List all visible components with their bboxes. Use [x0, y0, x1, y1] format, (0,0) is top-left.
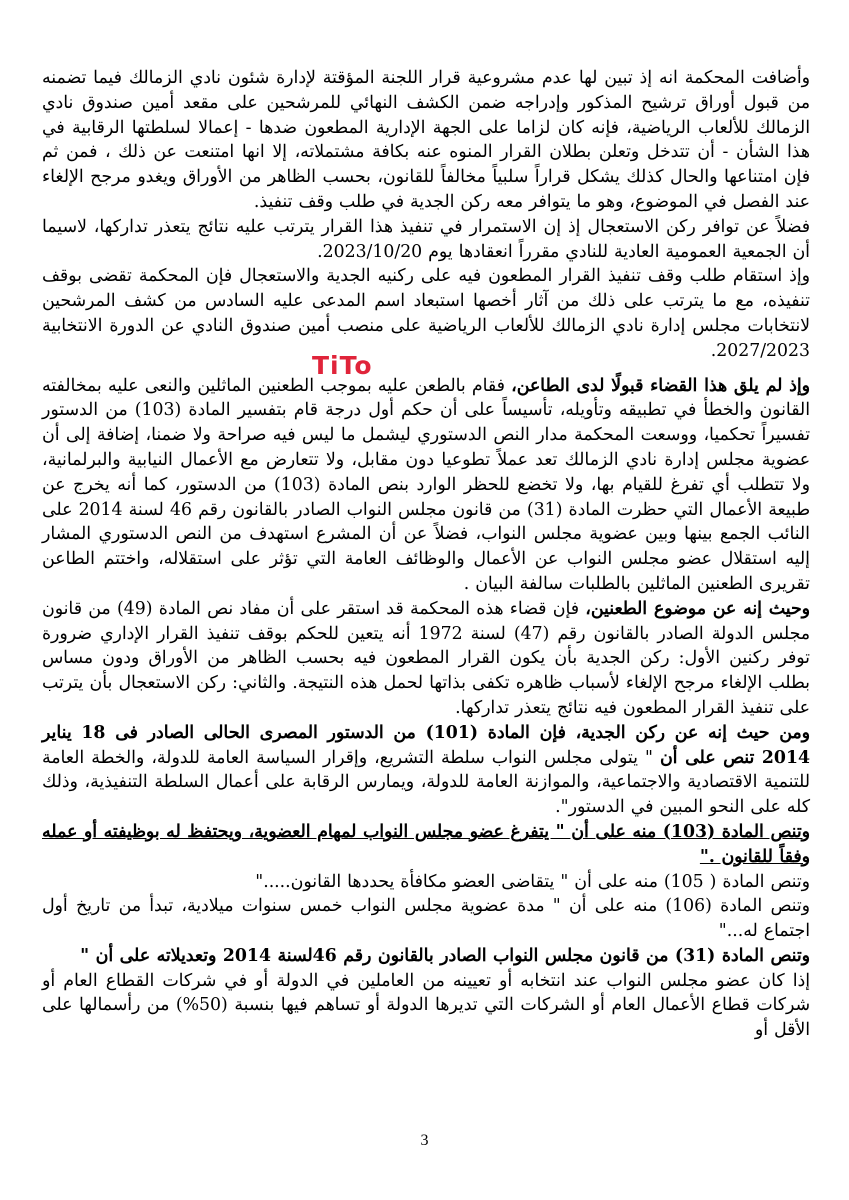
paragraph-urgency: فضلاً عن توافر ركن الاستعجال إذ إن الاستمرار في تنفيذ هذا القرار يترتب عليه نتائج يتعذر تداركها، لاسيما أن الجمعية العمومية العادية للنادي مقرراً انعقادها يوم 2023/10/20. [42, 216, 810, 262]
paragraph-article-105: وتنص المادة ( 105) منه على أن " يتقاضى العضو مكافأة يحددها القانون....." [255, 871, 810, 892]
paragraph-suspension-ruling: وإذ استقام طلب وقف تنفيذ القرار المطعون فيه على ركنيه الجدية والاستعجال فإن المحكمة تقضى بوقف تنفيذه، مع ما يترتب على ذلك من آثار أخصها استبعاد اسم المدعى عليه السادس من كشف المرشحين لانتخابات مجلس إدارة نادي الزمالك للألعاب الرياضية على منصب أمين صندوق النادي عن الدورة الانتخابية 2027/2023. [42, 266, 810, 361]
paragraph-article-103 [42, 820, 810, 870]
paragraph-body: فإن قضاء هذه المحكمة قد استقر على أن مفاد نص المادة (49) من قانون مجلس الدولة الصادر بالقانون رقم (47) لسنة 1972 أنه يتعين للحكم بوقف تنفيذ القرار الإداري ضرورة توفر ركنين الأول: ركن الجدية بأن يكون القرار المطعون فيه بحسب الظاهر من الأوراق ودون مساس بطلب الإلغاء مرجح الإلغاء لأسباب ظاهره تكفى بذاتها لحمل هذه النتيجة. والثاني: ركن الاستعجال بأن يترتب على تنفيذ القرار المطعون فيه نتائج يتعذر تداركها. [42, 598, 810, 718]
paragraph-lead-bold: وتنص المادة (31) من قانون مجلس النواب الصادر بالقانون رقم 46لسنة 2014 وتعديلاته على أن " [80, 945, 810, 966]
paragraph-underlined-bold: وتنص المادة (103) منه على أن " يتفرغ عضو مجلس النواب لمهام العضوية، ويحتفظ له بوظيفته أو عمله وفقاً للقانون ." [42, 821, 810, 867]
paragraph-lead-bold: وحيث إنه عن موضوع الطعنين، [585, 598, 810, 619]
paragraph-appeal-grounds [42, 374, 810, 597]
paragraph-court-finding: وأضافت المحكمة انه إذ تبين لها عدم مشروعية قرار اللجنة المؤقتة لإدارة شئون نادي الزمالك فيما تضمنه من قبول أوراق ترشيح المذكور وإدراجه ضمن الكشف النهائي للمرشحين على مقعد أمين صندوق نادي الزمالك للألعاب الرياضية، فإنه كان لزاما على الجهة الإدارية المطعون ضدها - إعمالا لسلطتها الرقابية في هذا الشأن - أن تتدخل وتعلن بطلان القرار المنوه عنه بكافة مشتملاته، إلا انها امتنعت عن ذلك ، فمن ثم فإن امتناعها والحال كذلك يشكل قراراً سلبياً مخالفاً للقانون، بحسب الظاهر من الأوراق ويغدو مرجح الإلغاء عند الفصل في الموضوع، وهو ما يتوافر معه ركن الجدية في طلب وقف تنفيذ. [42, 68, 810, 212]
paragraph-body: فقام بالطعن عليه بموجب الطعنين الماثلين والنعى عليه بمخالفته القانون والخطأ في تطبيقه وتأويله، تأسيساً على أن حكم أول درجة قام بتفسير المادة (103) من الدستور تفسيراً تحكميا، ووسعت المحكمة مدار النص الدستوري ليشمل ما ليس فيه صراحة ولا ضمنا، إضافة إلى أن عضوية مجلس إدارة نادي الزمالك تعد عملاً تطوعيا دون مقابل، ولا تتعارض مع الأعمال النيابية والبرلمانية، ولا تتطلب أي تفرغ للقيام بها، ولا تخضع للحظر الوارد بنص المادة (103) من الدستور، كما أنه يخرج عن طبيعة الأعمال التي حظرت المادة (31) من قانون مجلس النواب الصادر بالقانون رقم 46 لسنة 2014 على النائب الجمع بينها وبين عضوية مجلس النواب، فضلاً عن أن المشرع استهدف من النص الدستوري المشار إليه استقلال عضو مجلس النواب عن الأعمال والوظائف العامة التي تؤثر على استقلاله، واختتم الطاعن تقريرى الطعنين الماثلين بالطلبات سالفة البيان . [42, 375, 810, 594]
paragraph-lead-bold: وإذ لم يلق هذا القضاء قبولًا لدى الطاعن، [511, 375, 810, 396]
paragraph-body: " يتولى مجلس النواب سلطة التشريع، وإقرار السياسة العامة للدولة، والخطة العامة للتنمية الاقتصادية والاجتماعية، والموازنة العامة للدولة، ويمارس الرقابة على أعمال السلطة التنفيذية، وذلك كله على النحو المبين في الدستور". [42, 747, 810, 818]
paragraph-merits [42, 597, 810, 721]
paragraph-law-article-31 [42, 944, 810, 969]
paragraph-article-106: وتنص المادة (106) منه على أن " مدة عضوية مجلس النواب خمس سنوات ميلادية، تبدأ من تاريخ أول اجتماع له..." [42, 896, 810, 942]
paragraph-lead-bold: ومن حيث إنه عن ركن الجدية، فإن المادة (101) من الدستور المصرى الحالى الصادر فى 18 يناير 2014 تنص على أن [42, 722, 811, 768]
paragraph-gap [42, 364, 810, 374]
page-number: 3 [420, 1132, 429, 1149]
paragraph-law-article-31-text: إذا كان عضو مجلس النواب عند انتخابه أو تعيينه من العاملين في الدولة أو في شركات القطاع العام أو شركات قطاع الأعمال العام أو الشركات التي تديرها الدولة أو تساهم فيها بنسبة (50%) من رأسمالها على الأقل أو [42, 970, 810, 1041]
watermark-logo: TiTo [312, 351, 373, 380]
paragraph-article-101 [42, 721, 810, 820]
document-body [42, 66, 810, 1043]
